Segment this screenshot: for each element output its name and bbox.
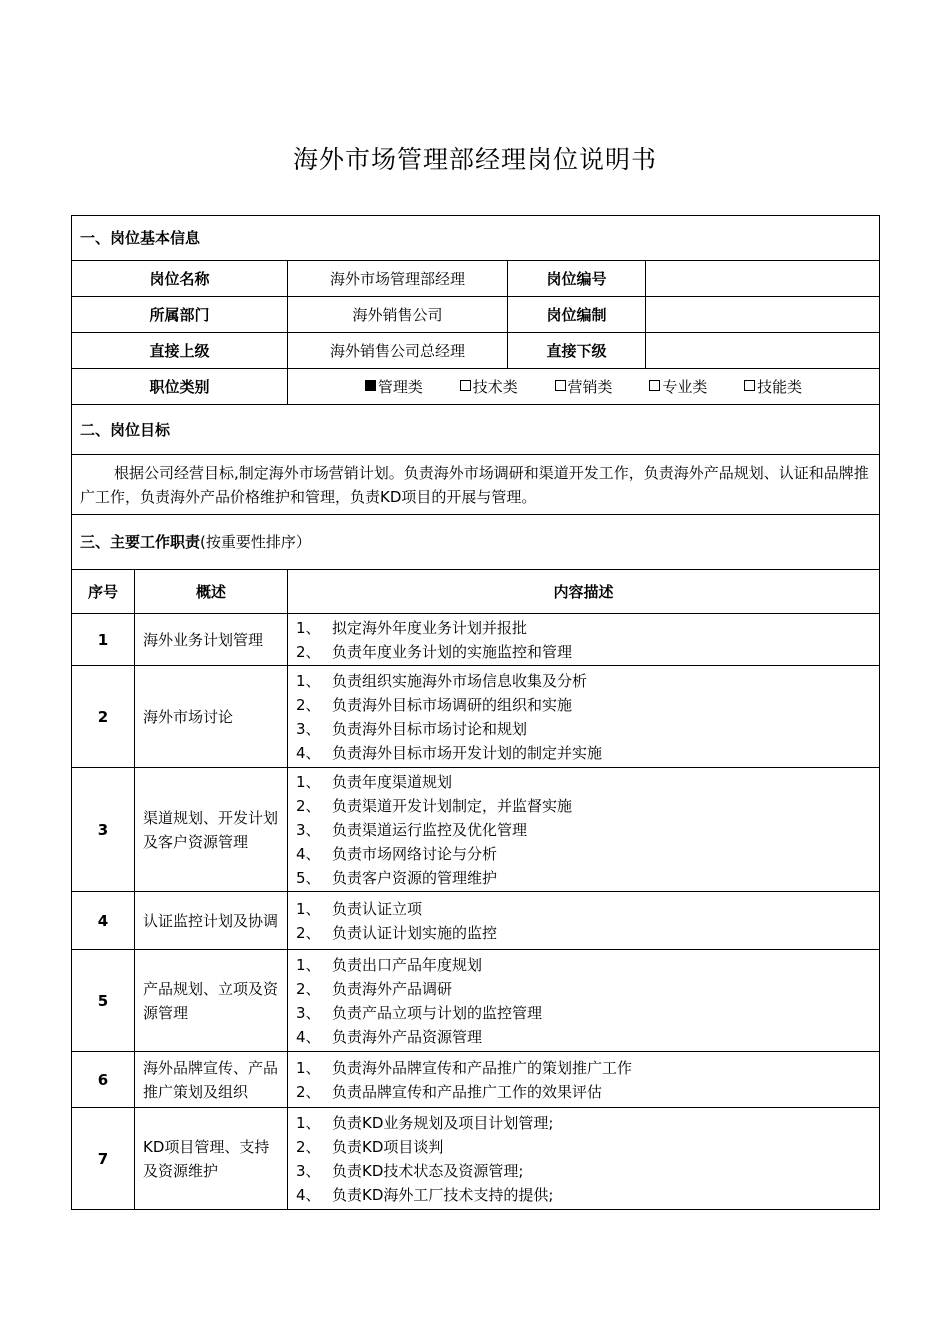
section3-header-row — [72, 515, 880, 570]
position-name-value: 海外市场管理部经理 — [288, 261, 508, 297]
duty-row — [72, 1052, 880, 1108]
superior-value: 海外销售公司总经理 — [288, 333, 508, 369]
subordinate-value — [646, 333, 880, 369]
category-option-label: 技术类 — [472, 377, 518, 396]
duty-item: 3、 负责产品立项与计划的监控管理 — [296, 1003, 543, 1022]
info-row — [72, 297, 880, 333]
duty-number: 4 — [72, 892, 135, 950]
category-option-label: 管理类 — [377, 377, 423, 396]
category-option[interactable] — [365, 375, 423, 399]
duty-row — [72, 1108, 880, 1210]
position-name-label: 岗位名称 — [72, 261, 288, 297]
col-summary-header: 概述 — [135, 570, 288, 614]
duty-number: 5 — [72, 950, 135, 1052]
duty-row — [72, 768, 880, 892]
duty-item: 1、 负责组织实施海外市场信息收集及分析 — [296, 671, 588, 690]
duty-item: 4、 负责海外产品资源管理 — [296, 1027, 483, 1046]
duty-summary: 海外业务计划管理 — [135, 614, 288, 666]
duty-item: 2、 负责认证计划实施的监控 — [296, 923, 498, 942]
duty-summary: 海外市场讨论 — [135, 666, 288, 768]
section1-heading: 一、岗位基本信息 — [72, 216, 880, 261]
duty-item: 3、 负责海外目标市场讨论和规划 — [296, 719, 528, 738]
superior-label: 直接上级 — [72, 333, 288, 369]
duty-item: 3、 负责渠道运行监控及优化管理 — [296, 820, 528, 839]
document-title: 海外市场管理部经理岗位说明书 — [292, 145, 657, 174]
duty-item: 2、 负责KD项目谈判 — [296, 1137, 444, 1156]
duty-item: 2、 负责年度业务计划的实施监控和管理 — [296, 642, 573, 661]
duty-summary: 海外品牌宣传、产品推广策划及组织 — [135, 1052, 288, 1108]
duty-item: 2、 负责海外目标市场调研的组织和实施 — [296, 695, 573, 714]
duty-items — [288, 768, 880, 892]
info-row — [72, 333, 880, 369]
duty-number: 6 — [72, 1052, 135, 1108]
duty-items — [288, 614, 880, 666]
duty-item: 4、 负责KD海外工厂技术支持的提供; — [296, 1185, 554, 1204]
category-option[interactable] — [649, 375, 707, 399]
col-no-header: 序号 — [72, 570, 135, 614]
duty-item: 2、 负责渠道开发计划制定，并监督实施 — [296, 796, 573, 815]
section3-heading-text: 三、主要工作职责 — [80, 533, 201, 551]
checkbox-icon — [460, 380, 471, 391]
duty-item: 4、 负责市场网络讨论与分析 — [296, 844, 498, 863]
position-code-label: 岗位编号 — [508, 261, 646, 297]
category-option-label: 专业类 — [662, 377, 708, 396]
category-option[interactable] — [460, 375, 518, 399]
duty-row — [72, 614, 880, 666]
duty-summary: 产品规划、立项及资源管理 — [135, 950, 288, 1052]
checkbox-checked-icon — [365, 380, 376, 391]
duty-items — [288, 1052, 880, 1108]
category-option-label: 营销类 — [567, 377, 613, 396]
duty-summary: 认证监控计划及协调 — [135, 892, 288, 950]
checkbox-icon — [649, 380, 660, 391]
col-desc-header: 内容描述 — [288, 570, 880, 614]
category-label: 职位类别 — [72, 369, 288, 405]
position-goal-text: 根据公司经营目标,制定海外市场营销计划。负责海外市场调研和渠道开发工作，负责海外产品规划、认证和品牌推广工作，负责海外产品价格维护和管理，负责KD项目的开展与管理。 — [72, 455, 880, 515]
duty-item: 2、 负责品牌宣传和产品推广工作的效果评估 — [296, 1082, 603, 1101]
department-label: 所属部门 — [72, 297, 288, 333]
category-option-label: 技能类 — [757, 377, 803, 396]
duty-number: 3 — [72, 768, 135, 892]
section1-header-row — [72, 216, 880, 261]
section3-heading-note: (按重要性排序） — [200, 533, 311, 551]
section3-heading — [72, 515, 880, 570]
category-row — [72, 369, 880, 405]
duty-item: 1、 负责年度渠道规划 — [296, 772, 453, 791]
duty-item: 1、 负责出口产品年度规划 — [296, 955, 483, 974]
duty-item: 1、 负责认证立项 — [296, 899, 423, 918]
duty-items — [288, 666, 880, 768]
duty-row — [72, 950, 880, 1052]
duty-items — [288, 1108, 880, 1210]
section2-heading: 二、岗位目标 — [72, 405, 880, 455]
duty-item: 1、 负责海外品牌宣传和产品推广的策划推广工作 — [296, 1058, 633, 1077]
position-code-value — [646, 261, 880, 297]
duty-items — [288, 892, 880, 950]
duty-number: 2 — [72, 666, 135, 768]
job-description-table — [71, 215, 880, 1210]
section2-header-row — [72, 405, 880, 455]
section2-body-row — [72, 455, 880, 515]
duty-item: 5、 负责客户资源的管理维护 — [296, 868, 498, 887]
duty-items — [288, 950, 880, 1052]
headcount-label: 岗位编制 — [508, 297, 646, 333]
duty-item: 1、 拟定海外年度业务计划并报批 — [296, 618, 528, 637]
duty-summary: 渠道规划、开发计划及客户资源管理 — [135, 768, 288, 892]
duty-item: 4、 负责海外目标市场开发计划的制定并实施 — [296, 743, 603, 762]
duty-item: 2、 负责海外产品调研 — [296, 979, 453, 998]
duties-column-header-row — [72, 570, 880, 614]
duty-item: 1、 负责KD业务规划及项目计划管理; — [296, 1113, 554, 1132]
duty-number: 1 — [72, 614, 135, 666]
checkbox-icon — [555, 380, 566, 391]
headcount-value — [646, 297, 880, 333]
duty-number: 7 — [72, 1108, 135, 1210]
category-option[interactable] — [744, 375, 802, 399]
duty-summary: KD项目管理、支持及资源维护 — [135, 1108, 288, 1210]
duty-row — [72, 666, 880, 768]
category-option[interactable] — [555, 375, 613, 399]
department-value: 海外销售公司 — [288, 297, 508, 333]
duty-row — [72, 892, 880, 950]
category-options — [288, 369, 880, 405]
duty-item: 3、 负责KD技术状态及资源管理; — [296, 1161, 524, 1180]
info-row — [72, 261, 880, 297]
checkbox-icon — [744, 380, 755, 391]
subordinate-label: 直接下级 — [508, 333, 646, 369]
